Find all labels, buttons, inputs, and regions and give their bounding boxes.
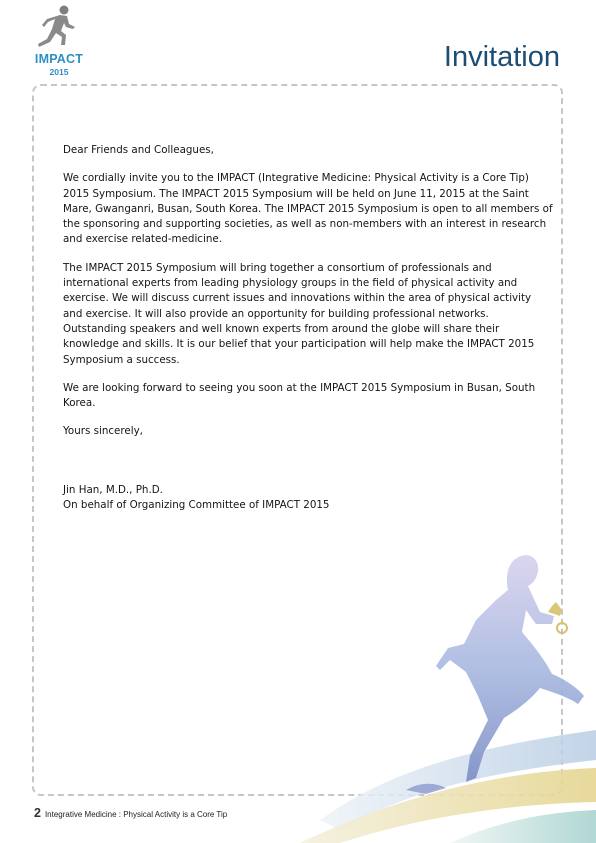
footer-text: Integrative Medicine : Physical Activity is a Core Tip bbox=[44, 810, 228, 819]
paragraph-intro: We cordially invite you to the IMPACT (Integrative Medicine: Physical Activity is a Core Tip) 2015 Symposium. The IMPACT 2015 Symposium will be held on June 11, 2015 at the Saint Mare, Gwanganri, Busan, South Korea. The IMPACT 2015 Symposium is open to all members of the sponsoring and supporting societies, as well as non-members with an interest in research and exercise related-medicine. bbox=[63, 172, 553, 246]
logo-year: 2015 bbox=[49, 67, 69, 77]
paragraph-details: The IMPACT 2015 Symposium will bring together a consortium of professionals and international experts from leading physiology groups in the field of physical activity and exercise. We will discuss current issues and innovations within the area of physical activity and exercise. It will also provide an opportunity for building professional networks. Outstanding speakers and well known experts from around the globe will share their knowledge and skills. It is our belief that your participation will help make the IMPACT 2015 Symposium a success. bbox=[63, 261, 535, 366]
runner-illustration bbox=[300, 520, 596, 843]
impact-logo bbox=[28, 4, 88, 80]
page-number: 2 bbox=[34, 806, 41, 820]
footer bbox=[34, 806, 227, 822]
signer-name: Jin Han, M.D., Ph.D. bbox=[63, 483, 163, 496]
signer-role: On behalf of Organizing Committee of IMPACT 2015 bbox=[63, 499, 330, 512]
signature-block bbox=[63, 483, 553, 514]
closing: Yours sincerely, bbox=[63, 425, 143, 438]
logo-name: IMPACT bbox=[34, 52, 84, 66]
paragraph-closing: We are looking forward to seeing you soon at the IMPACT 2015 Symposium in Busan, South Korea. bbox=[63, 381, 536, 410]
invitation-letter bbox=[63, 143, 553, 513]
page-title: Invitation bbox=[443, 41, 560, 73]
salutation: Dear Friends and Colleagues, bbox=[63, 144, 214, 156]
runner-icon bbox=[36, 4, 80, 54]
